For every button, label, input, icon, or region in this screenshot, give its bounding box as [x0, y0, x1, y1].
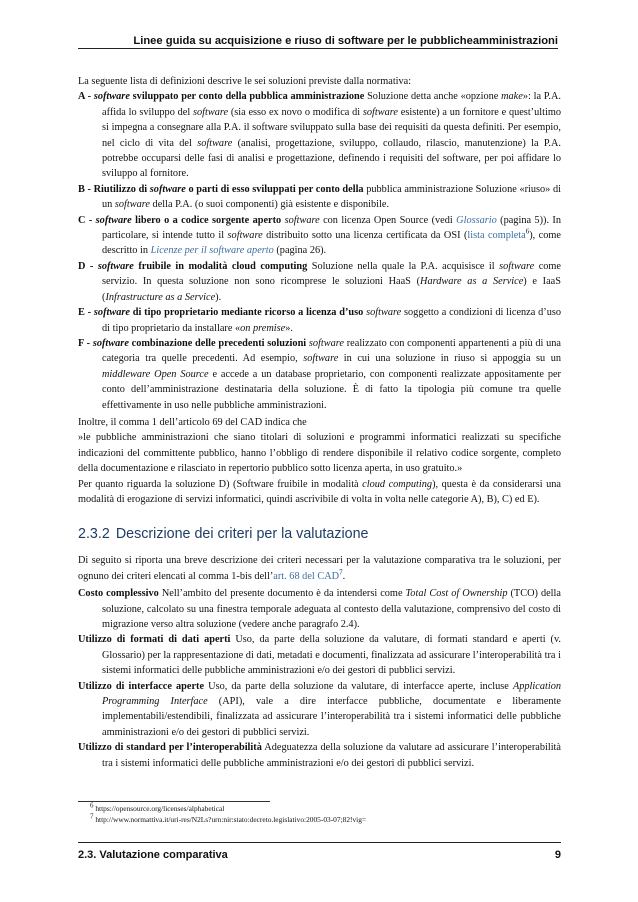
definition-list: [78, 89, 561, 413]
criterion-description: Uso, da parte della soluzione da valutare, di interfacce aperte, incluse Application Programming Interface (API), vale a dire interfacce pubbliche, documentate e liberamente implementabili/estendibili, finalizzata ad assicurare l’interoperabilità tra i sistemi informatici delle pubbliche amministrazioni e/o dei gestori di pubblici servizi.: [102, 680, 562, 738]
page-content: [78, 74, 561, 771]
page-number: 9: [554, 849, 561, 861]
definition-letter: B -: [78, 183, 94, 195]
criterion-description: Nell’ambito del presente documento è da intendersi come Total Cost of Ownership (TCO) della soluzione, calcolato su una finestra temporale adeguata al contesto della valutazione, comprensivo del costo di migrazione verso altra soluzione (vedere anche paragrafo 2.4).: [102, 588, 561, 630]
inline-link[interactable]: art. 68 del CAD: [273, 570, 340, 582]
definition-term-prefix: Riutilizzo di: [93, 183, 150, 195]
definition-description: software soggetto a condizioni di licenza d’uso di tipo proprietario da installare «on premise».: [102, 307, 562, 334]
definition-term-rest: libero o a codice sorgente aperto: [131, 214, 282, 226]
criterion-term: Utilizzo di standard per l’interoperabilità: [78, 742, 262, 754]
running-header: Linee guida su acquisizione e riuso di software per le pubblicheamministrazioni: [78, 35, 558, 49]
definition-description: software con licenza Open Source (vedi Glossario (pagina 5)). In particolare, si intende tutto il software distribuito sotto una licenza certificata da OSI (lista completa$^6$), come descritto in Licenze per il software aperto (pagina 26).: [102, 214, 561, 257]
footnote-7: [78, 814, 561, 825]
criterion-description: Uso, da parte della soluzione da valutare, di formati standard e aperti (v. Glossario) per la rappresentazione di dati, metadati e documenti, finalizzata ad assicurare l’interoperabilità tra i sistemi informatici delle pubbliche amministrazioni e/o dei gestori di pubblici servizi.: [102, 634, 561, 677]
definition-term: [78, 91, 364, 102]
definition-term-rest: sviluppato per conto della pubblica amministrazione: [129, 91, 365, 103]
definition-item: [78, 305, 561, 336]
definition-term-rest: fruibile in modalità cloud computing: [133, 260, 308, 272]
definitions-intro: La seguente lista di definizioni descrive le sei soluzioni previste dalla normativa:: [78, 76, 412, 87]
definition-term-software: software: [97, 260, 134, 272]
inline-link[interactable]: Licenze per il software aperto: [150, 245, 274, 257]
footnote-rule: [78, 801, 270, 802]
definition-term: [78, 307, 363, 318]
criterion-term: Utilizzo di interfacce aperte: [78, 680, 205, 692]
criterion-item: [78, 586, 561, 632]
footer-section: 2.3. Valutazione comparativa: [78, 849, 228, 861]
definition-term: [78, 338, 306, 349]
running-footer: [78, 842, 561, 861]
definition-term: [78, 215, 281, 226]
definition-description: Soluzione nella quale la P.A. acquisisce il software come servizio. In questa soluzione non sono ricomprese le soluzioni HaaS (Hardware as a Service) e IaaS (Infrastructure as a Service).: [102, 260, 562, 303]
criteria-intro: Di seguito si riporta una breve descrizione dei criteri necessari per la valutazione comparativa tra le soluzioni, per ognuno dei criteri elencati al comma 1-bis dell’art. 68 del CAD$^7$.: [78, 555, 561, 582]
cad-intro: Inoltre, il comma 1 dell’articolo 69 del CAD indica che: [78, 416, 307, 428]
definition-term-software: software: [93, 307, 130, 319]
definition-term-software: software: [93, 91, 130, 103]
definition-letter: E -: [78, 307, 94, 319]
definition-item: [78, 259, 561, 305]
definition-letter: A -: [78, 91, 94, 103]
criterion-description: Adeguatezza della soluzione da valutare ad assicurare l’interoperabilità tra i sistemi informatici delle pubbliche amministrazioni e/o dei gestori di pubblici servizi.: [102, 742, 561, 769]
footnote-7-link[interactable]: http://www.normattiva.it/uri-res/N2Ls?urn:nir:stato:decreto.legislativo:2005-03-07;82!vig=: [95, 815, 367, 824]
definition-term-software: software: [149, 183, 186, 195]
inline-link[interactable]: Glossario: [456, 214, 497, 226]
definition-item: [78, 336, 561, 413]
footnote-6-number: 6: [90, 801, 94, 810]
footnotes: [78, 801, 561, 825]
definition-term-software: software: [95, 214, 132, 226]
definition-item: [78, 213, 561, 259]
criteria-list: [78, 586, 561, 771]
criterion-term: Utilizzo di formati di dati aperti: [78, 634, 231, 646]
definition-term-software: software: [92, 337, 129, 349]
definition-item: [78, 89, 561, 181]
definition-letter: F -: [78, 337, 93, 349]
criterion-item: [78, 632, 561, 678]
definition-item: [78, 182, 561, 213]
footnote-ref[interactable]: 6: [525, 227, 530, 236]
footnote-6-link[interactable]: https://opensource.org/licenses/alphabetical: [95, 804, 225, 813]
definition-term-rest: di tipo proprietario mediante ricorso a licenza d’uso: [129, 307, 364, 319]
definition-description: Soluzione detta anche «opzione make»: la P.A. affida lo sviluppo del software (sia esso ex novo o modifica di software esistente) a un fornitore e quest’ultimo si impegna a consegnare alla P.A. il software sviluppato sulla base dei requisiti da questa definiti. Per esempio, nel ciclo di vita del software (analisi, progettazione, sviluppo, collaudo, rilascio, manutenzione) la P.A. potrebbe occuparsi delle fasi di analisi e progettazione, definendo i requisiti del software, per poi affidare lo sviluppo al fornitore.: [102, 91, 562, 180]
criterion-item: [78, 679, 561, 741]
definition-description: software realizzato con componenti appartenenti a più di una categoria tra quelle precedenti. Ad esempio, software in cui una soluzione in riuso si appoggia su un middleware Open Source e accede a un database proprietario, con componenti realizzate appositamente per conto dell’amministrazione destinataria della soluzione. È di fatto la tipologia più comune tra quelle effettivamente in uso nelle pubbliche amministrazioni.: [102, 337, 561, 411]
definition-letter: D -: [78, 260, 98, 272]
section-number: 2.3.2: [78, 526, 110, 543]
cad-quote: »le pubbliche amministrazioni che siano titolari di soluzioni e programmi informatici realizzati su specifiche indicazioni del committente pubblico, hanno l’obbligo di rendere disponibile il relativo codice sorgente, completo della documentazione e rilasciato in repertorio pubblico sotto licenza aperta, in uso gratuito.»: [78, 432, 561, 475]
definition-term-rest: combinazione delle precedenti soluzioni: [128, 337, 307, 349]
footnote-7-number: 7: [90, 812, 94, 821]
section-title: Descrizione dei criteri per la valutazione: [115, 526, 369, 543]
footnote-6: [78, 803, 561, 814]
definition-term-rest: o parti di esso sviluppati per conto della: [185, 183, 364, 195]
section-heading: [78, 525, 561, 543]
definition-letter: C -: [78, 214, 96, 226]
definition-term: [78, 261, 307, 272]
criterion-term: Costo complessivo: [78, 588, 159, 600]
inline-link[interactable]: lista completa: [467, 230, 526, 242]
solution-d-note: Per quanto riguarda la soluzione D) (Software fruibile in modalità cloud computing), questa è da considerarsi una modalità di erogazione di servizi informatici, quindi ascrivibile di volta in volta nelle categorie A), B), C) ed E).: [78, 478, 561, 505]
criterion-item: [78, 740, 561, 771]
footnote-ref[interactable]: 7: [339, 568, 343, 577]
definition-term: [78, 184, 364, 195]
definition-description: pubblica amministrazione Soluzione «riuso» di un software della P.A. (o suoi componenti) già esistente e disponibile.: [102, 183, 561, 211]
